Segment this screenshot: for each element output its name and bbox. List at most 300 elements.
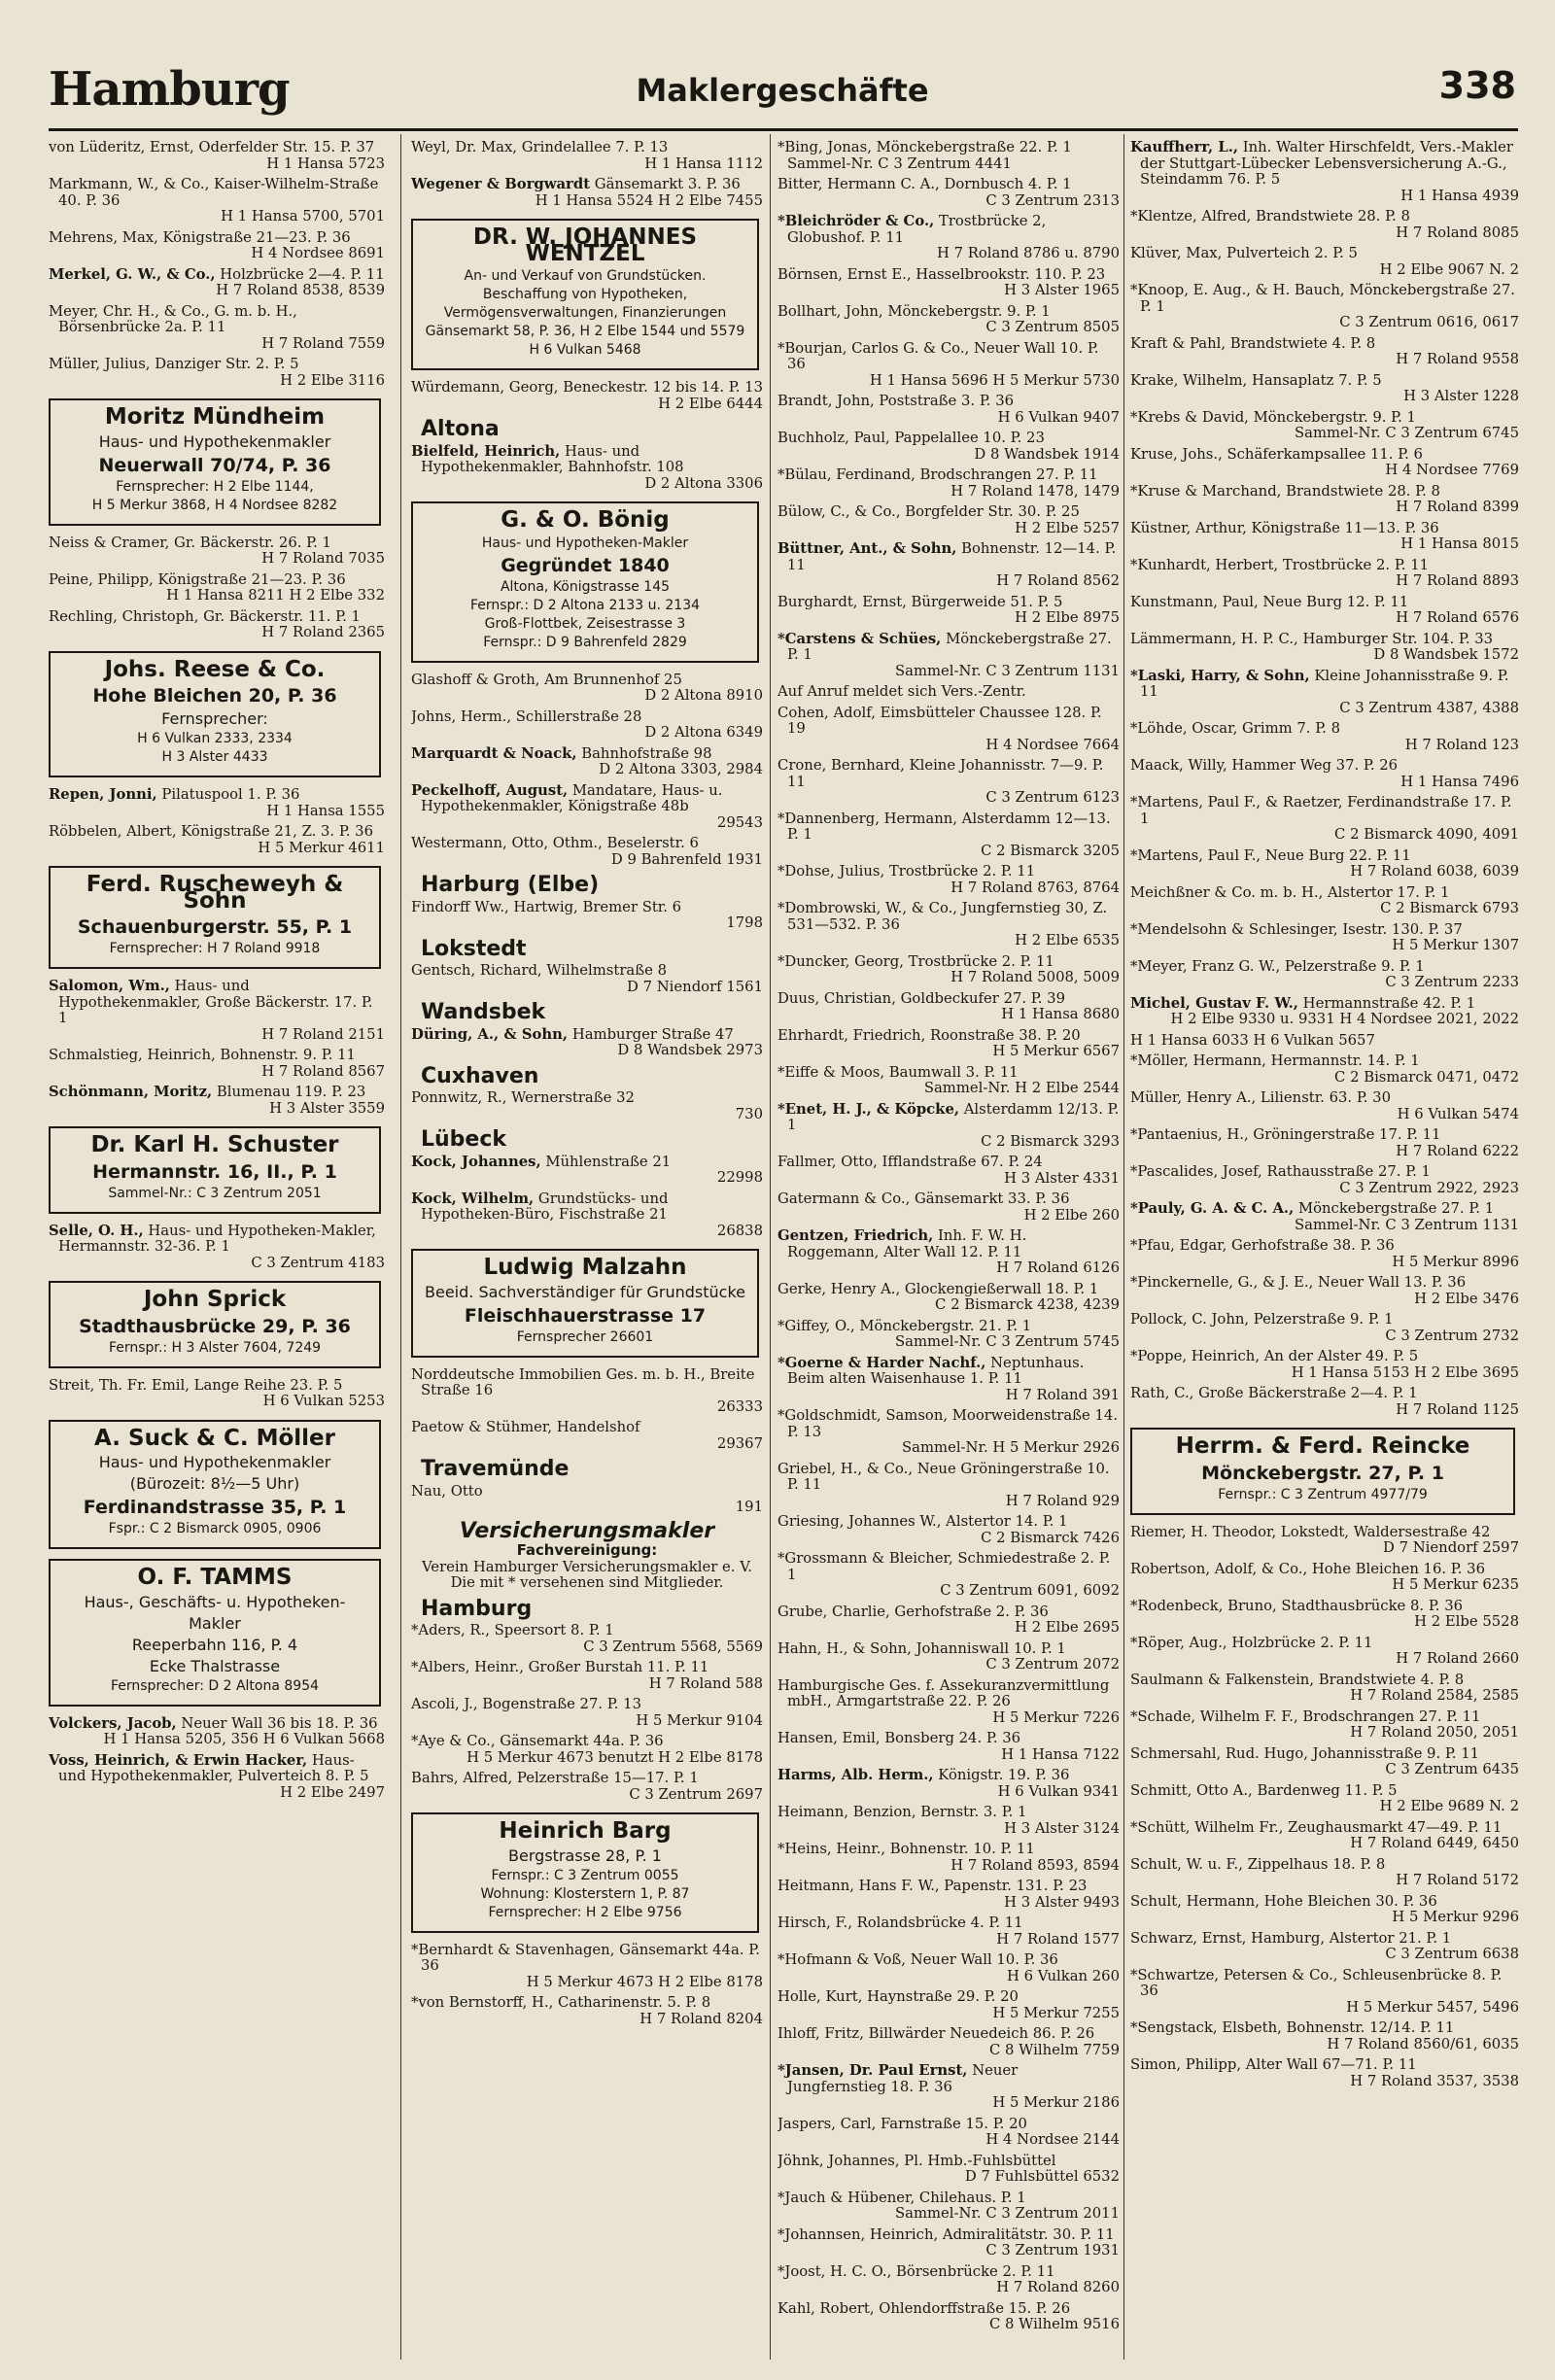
ad-line: H 3 Alster 4433	[161, 749, 268, 765]
entry-text: Paetow & Stühmer, Handelshof	[411, 1419, 640, 1435]
ad-address: Hermannstr. 16, II., P. 1	[92, 1160, 337, 1183]
entry-phone: H 5 Merkur 7255	[992, 2004, 1120, 2021]
ad-line: Haus- und Hypotheken-Makler	[481, 535, 689, 551]
entry-phone: H 7 Roland 6222	[1396, 1142, 1519, 1159]
ad-address: Neuerwall 70/74, P. 36	[98, 454, 331, 476]
entry-text: Crone, Bernhard, Kleine Johannisstr. 7—9. P. 11	[778, 757, 1104, 790]
listing-entry	[778, 504, 1120, 536]
listing-entry	[1130, 484, 1519, 516]
entry-text: *Martens, Paul F., & Raetzer, Ferdinandstraße 17. P. 1	[1130, 794, 1512, 827]
entry-phone: H 2 Elbe 9689 N. 2	[1379, 1798, 1519, 1814]
entry-phone: H 4 Nordsee 2144	[985, 2131, 1120, 2148]
listing-entry	[1130, 1201, 1519, 1233]
listing-entry	[1130, 1349, 1519, 1381]
entry-text: Schwarz, Ernst, Hamburg, Alstertor 21. P. 1	[1130, 1929, 1452, 1947]
entry-name: Voss, Heinrich, & Erwin Hacker,	[49, 1751, 308, 1769]
ad-line: Fernspr.: D 9 Bahrenfeld 2829	[483, 634, 687, 650]
entry-text: Neiss & Cramer, Gr. Bäckerstr. 26. P. 1	[49, 534, 331, 551]
listing-entry	[411, 836, 763, 868]
entry-text: Ihloff, Fritz, Billwärder Neuedeich 86. P. 26	[778, 2025, 1095, 2042]
entry-phone: H 7 Roland 8786 u. 8790	[937, 245, 1120, 261]
entry-text: Küstner, Arthur, Königstraße 11—13. P. 36	[1130, 519, 1439, 536]
listing-entry	[778, 1551, 1120, 1600]
listing-entry	[1130, 1127, 1519, 1159]
listing-entry	[1130, 758, 1519, 790]
ad-line: H 5 Merkur 3868, H 4 Nordsee 8282	[91, 497, 338, 513]
listing-entry	[411, 746, 763, 778]
column-2	[411, 140, 763, 2365]
entry-phone: D 2 Altona 3306	[644, 474, 763, 492]
entry-phone: H 5 Merkur 4673 benutzt H 2 Elbe 8178	[466, 1748, 763, 1766]
ad-title: G. & O. Bönig	[501, 507, 670, 533]
entry-text: *Knoop, E. Aug., & H. Bauch, Mönckebergstraße 27. P. 1	[1130, 282, 1516, 315]
entry-name: Salomon, Wm.,	[49, 978, 170, 994]
entry-text: Griesing, Johannes W., Alstertor 14. P. 1	[778, 1513, 1068, 1530]
listing-entry	[49, 535, 385, 568]
entry-name: *Carstens & Schües,	[778, 630, 942, 647]
entry-text: Kahl, Robert, Ohlendorffstraße 15. P. 26	[778, 2299, 1071, 2317]
ad-line: Altona, Königstrasse 145	[500, 578, 671, 595]
ad-line: Fernsprecher: D 2 Altona 8954	[110, 1677, 320, 1694]
listing-entry	[411, 709, 763, 742]
listing-entry	[411, 140, 763, 172]
entry-name: *Pauly, G. A. & C. A.,	[1130, 1200, 1295, 1217]
listing-entry	[778, 1102, 1120, 1151]
entry-text: Bahrs, Alfred, Pelzerstraße 15—17. P. 1	[411, 1770, 699, 1786]
entry-phone: C 2 Bismarck 3293	[981, 1132, 1120, 1150]
entry-phone: D 8 Wandsbek 1572	[1373, 646, 1519, 663]
advertisement-box	[49, 866, 381, 969]
entry-phone: H 1 Hansa 5700, 5701	[221, 208, 385, 224]
entry-phone: H 5 Merkur 1307	[1392, 937, 1519, 953]
entry-name: Marquardt & Noack,	[411, 744, 577, 762]
entry-text: Ehrhardt, Friedrich, Roonstraße 38. P. 20	[778, 1026, 1081, 1044]
entry-text: *Mendelsohn & Schlesinger, Isestr. 130. P. 37	[1130, 920, 1463, 938]
entry-text: Ponnwitz, R., Wernerstraße 32	[411, 1089, 635, 1106]
listing-entry	[778, 1514, 1120, 1546]
entry-text: Bahnhofstraße 98	[581, 744, 712, 762]
listing-entry	[778, 177, 1120, 209]
entry-text: *Kruse & Marchand, Brandstwiete 28. P. 8	[1130, 482, 1440, 500]
listing-entry	[411, 1943, 763, 1991]
entry-phone: H 1 Hansa 5524 H 2 Elbe 7455	[535, 191, 763, 209]
entry-text: Inh. Walter Hirschfeldt, Vers.-Makler der Stuttgart-Lübecker Lebensversicherung A.-G., Steindamm 76. P. 5	[1140, 140, 1513, 188]
entry-text: Jaspers, Carl, Farnstraße 15. P. 20	[778, 2115, 1027, 2132]
listing-entry	[1130, 1275, 1519, 1307]
section-heading: Versicherungsmakler	[459, 1518, 715, 1543]
listing-entry	[778, 684, 1120, 701]
entry-phone: H 7 Roland 123	[1404, 736, 1519, 753]
listing-entry	[1130, 1857, 1519, 1889]
listing-entry	[49, 1085, 385, 1117]
entry-text: Kruse, Johs., Schäferkampsallee 11. P. 6	[1130, 445, 1423, 463]
entry-text: Griebel, H., & Co., Neue Gröningerstraße 10. P. 11	[778, 1460, 1110, 1493]
page-number: 338	[1438, 64, 1516, 107]
column-4	[1130, 140, 1519, 2365]
listing-entry	[778, 954, 1120, 986]
listing-entry	[778, 2264, 1120, 2296]
entry-name: Schönmann, Moritz,	[49, 1084, 213, 1100]
entry-text: Grube, Charlie, Gerhofstraße 2. P. 36	[778, 1603, 1049, 1620]
listing-entry	[778, 541, 1120, 590]
entry-phone: D 9 Bahrenfeld 1931	[610, 850, 763, 868]
entry-text: Cohen, Adolf, Eimsbütteler Chaussee 128. P. 19	[778, 704, 1102, 737]
entry-text: Kleine Johannisstraße 9. P. 11	[1140, 667, 1509, 700]
entry-phone: H 5 Merkur 4611	[258, 839, 385, 856]
entry-phone: H 7 Roland 2050, 2051	[1350, 1724, 1519, 1741]
listing-entry	[1130, 2020, 1519, 2052]
entry-name: Bielfeld, Heinrich,	[411, 442, 561, 460]
ad-title: Moritz Mündheim	[104, 404, 326, 430]
entry-phone: Sammel-Nr. C 3 Zentrum 6745	[1295, 425, 1519, 441]
entry-phone: Sammel-Nr. C 3 Zentrum 1131	[1295, 1216, 1519, 1233]
entry-text: *Goldschmidt, Samson, Moorweidenstraße 14. P. 13	[778, 1407, 1119, 1440]
listing-entry	[1130, 922, 1519, 954]
entry-text: von Lüderitz, Ernst, Oderfelder Str. 15. P. 37	[49, 140, 375, 155]
listing-entry	[1130, 558, 1519, 590]
entry-phone: H 2 Elbe 6444	[658, 395, 763, 412]
listing-entry	[778, 2117, 1120, 2149]
entry-phone: H 6 Vulkan 5253	[262, 1393, 385, 1409]
listing-entry	[49, 824, 385, 856]
entry-phone: D 8 Wandsbek 2973	[617, 1042, 763, 1058]
listing-entry	[49, 609, 385, 641]
entry-text: *Dannenberg, Hermann, Alsterdamm 12—13. P. 1	[778, 810, 1111, 843]
entry-name: Kauffherr, L.,	[1130, 140, 1239, 155]
entry-phone: H 5 Merkur 9104	[636, 1711, 763, 1729]
entry-phone: H 6 Vulkan 260	[1007, 1967, 1120, 1984]
listing-entry	[778, 1065, 1120, 1097]
listing-entry	[411, 1027, 763, 1059]
entry-text: Klüver, Max, Pulverteich 2. P. 5	[1130, 245, 1358, 261]
listing-entry	[411, 380, 763, 412]
entry-name: Merkel, G. W., & Co.,	[49, 265, 216, 283]
page-header	[49, 58, 1516, 136]
advertisement-box	[411, 1249, 759, 1358]
place-heading: Altona	[421, 417, 500, 441]
listing-entry	[49, 787, 385, 819]
ad-line: Fernsprecher: H 2 Elbe 1144,	[116, 478, 314, 495]
listing-entry	[778, 758, 1120, 807]
listing-entry	[1130, 209, 1519, 241]
listing-entry	[778, 1408, 1120, 1457]
entry-phone: H 1 Hansa 7122	[1001, 1745, 1120, 1763]
entry-name: *Enet, H. J., & Köpcke,	[778, 1100, 960, 1118]
entry-phone: H 1 Hansa 8680	[1001, 1006, 1120, 1022]
entry-text: Schmitt, Otto A., Bardenweg 11. P. 5	[1130, 1781, 1398, 1799]
entry-text: *Bing, Jonas, Mönckebergstraße 22. P. 1 Sammel-Nr. C 3 Zentrum 4441	[778, 140, 1072, 172]
entry-text: Holzbrücke 2—4. P. 11	[220, 265, 385, 283]
entry-text: Peine, Philipp, Königstraße 21—23. P. 36	[49, 570, 346, 588]
entry-text: *Schwartze, Petersen & Co., Schleusenbrücke 8. P. 36	[1130, 1966, 1503, 1999]
entry-phone: H 5 Merkur 2186	[992, 2094, 1120, 2111]
listing-entry	[1130, 885, 1519, 917]
ad-line: H 6 Vulkan 2333, 2334	[137, 731, 293, 746]
entry-name: *Laski, Harry, & Sohn,	[1130, 667, 1310, 684]
ad-address: Mönckebergstr. 27, P. 1	[1201, 1462, 1444, 1484]
entry-text: *Dombrowski, W., & Co., Jungfernstieg 30, Z. 531—532. P. 36	[778, 900, 1108, 933]
entry-phone: C 2 Bismarck 6793	[1380, 900, 1519, 916]
listing-entry	[778, 811, 1120, 860]
ad-title: DR. W. JOHANNES WENTZEL	[472, 224, 698, 266]
entry-text: Mandatare, Haus- u. Hypothekenmakler, Königstraße 48b	[421, 781, 723, 814]
entry-text: Auf Anruf meldet sich Vers.-Zentr.	[778, 683, 1026, 700]
ad-line: Fernsprecher: H 7 Roland 9918	[109, 941, 321, 956]
entry-phone: D 2 Altona 3303, 2984	[599, 761, 763, 777]
entry-text: *Eiffe & Moos, Baumwall 3. P. 11	[778, 1063, 1019, 1081]
entry-text: Heitmann, Hans F. W., Papenstr. 131. P. 23	[778, 1878, 1088, 1894]
entry-phone: H 7 Roland 3537, 3538	[1350, 2072, 1519, 2089]
ad-title: Ferd. Ruscheweyh & Sohn	[86, 872, 344, 914]
entry-phone: H 5 Merkur 5457, 5496	[1346, 1998, 1519, 2016]
place-heading: Hamburg	[421, 1596, 533, 1621]
entry-text: Mönckebergstraße 27. P. 1	[1297, 1200, 1495, 1217]
listing-entry	[411, 1155, 763, 1187]
entry-phone: H 1 Hansa 5696 H 5 Merkur 5730	[869, 371, 1120, 389]
entry-text: Ascoli, J., Bogenstraße 27. P. 13	[411, 1696, 641, 1712]
listing-entry	[778, 1952, 1120, 1984]
ad-address: Stadthausbrücke 29, P. 36	[79, 1315, 351, 1337]
listing-entry	[1130, 669, 1519, 717]
listing-entry	[411, 1995, 763, 2027]
place-heading: Lübeck	[421, 1127, 507, 1152]
listing-entry	[411, 783, 763, 832]
entry-phone: D 7 Niendorf 2597	[1383, 1539, 1519, 1556]
place-heading: Travemünde	[421, 1457, 570, 1481]
entry-phone: 26838	[716, 1222, 763, 1239]
listing-entry	[1130, 848, 1519, 880]
entry-text: *Löhde, Oscar, Grimm 7. P. 8	[1130, 720, 1340, 737]
entry-text: Rechling, Christoph, Gr. Bäckerstr. 11. P. 1	[49, 607, 361, 625]
entry-phone: H 2 Elbe 6535	[1015, 932, 1120, 949]
entry-phone: Sammel-Nr. H 2 Elbe 2544	[923, 1080, 1120, 1096]
listing-entry	[778, 2154, 1120, 2186]
entry-text: Nau, Otto	[411, 1482, 483, 1500]
entry-text: Inh. F. W. H. Roggemann, Alter Wall 12. P. 11	[787, 1227, 1027, 1260]
entry-text: Heimann, Benzion, Bernstr. 3. P. 1	[778, 1804, 1027, 1820]
entry-phone: H 5 Merkur 6235	[1392, 1576, 1519, 1593]
ad-title: A. Suck & C. Möller	[94, 1425, 335, 1451]
entry-text: Hansen, Emil, Bonsberg 24. P. 36	[778, 1730, 1021, 1746]
entry-phone: C 3 Zentrum 6638	[1385, 1946, 1519, 1962]
entry-name: Peckelhoff, August,	[411, 781, 569, 799]
entry-name: Repen, Jonni,	[49, 786, 157, 803]
entry-text: H 1 Hansa 6033 H 6 Vulkan 5657	[1130, 1031, 1375, 1049]
entry-phone: H 7 Roland 7035	[261, 550, 385, 567]
place-heading: Cuxhaven	[421, 1063, 539, 1088]
entry-phone: H 7 Roland 2660	[1396, 1650, 1519, 1667]
entry-text: *Joost, H. C. O., Börsenbrücke 2. P. 11	[778, 2262, 1055, 2280]
entry-phone: Sammel-Nr. H 5 Merkur 2926	[902, 1439, 1120, 1456]
entry-text: Mühlenstraße 21	[545, 1153, 672, 1170]
entry-phone: H 5 Merkur 7226	[992, 1708, 1120, 1726]
listing-entry	[1130, 1820, 1519, 1852]
entry-text: Meichßner & Co. m. b. H., Alstertor 17. P. 1	[1130, 883, 1450, 901]
ad-line: Wohnung: Klosterstern 1, P. 87	[480, 1885, 690, 1902]
entry-text: *Poppe, Heinrich, An der Alster 49. P. 5	[1130, 1348, 1419, 1364]
listing-entry	[411, 1420, 763, 1452]
place-heading: Wandsbek	[421, 1000, 546, 1024]
listing-entry	[778, 1228, 1120, 1277]
entry-phone: H 2 Elbe 260	[1023, 1206, 1120, 1224]
listing-entry	[49, 177, 385, 225]
listing-entry	[778, 2190, 1120, 2223]
entry-text: Simon, Philipp, Alter Wall 67—71. P. 11	[1130, 2056, 1417, 2073]
entry-text: Königstr. 19. P. 36	[938, 1767, 1070, 1783]
listing-entry	[1130, 2057, 1519, 2089]
column-1	[49, 140, 385, 2365]
ad-address: Reeperbahn 116, P. 4	[131, 1635, 298, 1654]
entry-text: Blumenau 119. P. 23	[216, 1084, 366, 1100]
listing-entry	[1130, 1525, 1519, 1557]
listing-entry	[778, 1768, 1120, 1800]
advertisement-box	[49, 1126, 381, 1214]
entry-phone: C 8 Wilhelm 7759	[989, 2041, 1120, 2058]
listing-entry	[411, 900, 763, 932]
entry-text: *Heins, Heinr., Bohnenstr. 10. P. 11	[778, 1841, 1035, 1857]
entry-text: *Pfau, Edgar, Gerhofstraße 38. P. 36	[1130, 1237, 1395, 1254]
place-heading: Lokstedt	[421, 936, 527, 961]
association-note	[411, 1543, 763, 1592]
entry-text: *Bourjan, Carlos G. & Co., Neuer Wall 10. P. 36	[778, 339, 1099, 372]
entry-text: *Giffey, O., Mönckebergstr. 21. P. 1	[778, 1317, 1032, 1334]
listing-entry	[49, 1753, 385, 1802]
listing-entry	[411, 1623, 763, 1655]
entry-phone: H 7 Roland 9558	[1396, 351, 1519, 367]
listing-entry	[1130, 1673, 1519, 1705]
entry-text: Riemer, H. Theodor, Lokstedt, Waldersestraße 42	[1130, 1523, 1491, 1540]
entry-phone: H 1 Hansa 1112	[644, 155, 763, 172]
listing-entry	[49, 1378, 385, 1410]
listing-entry	[49, 979, 385, 1043]
listing-entry	[49, 572, 385, 604]
ad-line: Fernspr.: C 3 Zentrum 4977/79	[1218, 1486, 1428, 1502]
entry-text: Krake, Wilhelm, Hansaplatz 7. P. 5	[1130, 371, 1382, 389]
entry-phone: H 7 Roland 2151	[261, 1025, 385, 1043]
entry-phone: 730	[735, 1105, 763, 1122]
ad-line: Haus- und Hypothekenmakler	[98, 431, 331, 451]
entry-name: *Bleichröder & Co.,	[778, 213, 935, 229]
entry-name: Harms, Alb. Herm.,	[778, 1767, 934, 1783]
entry-text: Burghardt, Ernst, Bürgerweide 51. P. 5	[778, 593, 1063, 610]
place-heading: Harburg (Elbe)	[421, 873, 600, 897]
entry-name: Michel, Gustav F. W.,	[1130, 994, 1298, 1012]
entry-text: Neptunhaus. Beim alten Waisenhause 1. P. 11	[787, 1354, 1085, 1387]
listing-entry	[778, 1842, 1120, 1874]
entry-text: Haus- und Hypotheken-Makler, Hermannstr. 32-36. P. 1	[58, 1222, 376, 1255]
entry-text: *Dohse, Julius, Trostbrücke 2. P. 11	[778, 863, 1036, 880]
entry-phone: D 7 Fuhlsbüttel 6532	[964, 2168, 1120, 2185]
entry-phone: H 3 Alster 4331	[1004, 1169, 1120, 1187]
entry-phone: 26333	[716, 1397, 763, 1415]
listing-entry	[1130, 996, 1519, 1028]
entry-phone: C 3 Zentrum 4387, 4388	[1339, 699, 1519, 716]
entry-phone: C 2 Bismarck 4090, 4091	[1334, 826, 1519, 843]
listing-entry	[778, 2026, 1120, 2058]
entry-phone: C 3 Zentrum 6091, 6092	[940, 1582, 1120, 1599]
entry-text: Lämmermann, H. P. C., Hamburger Str. 104. P. 33	[1130, 630, 1494, 647]
ad-title: Johs. Reese & Co.	[104, 656, 326, 682]
listing-entry	[778, 214, 1120, 262]
listing-entry	[1130, 1053, 1519, 1086]
association-name: Verein Hamburger Versicherungsmakler e. V.	[421, 1558, 753, 1575]
listing-entry	[778, 140, 1120, 172]
entry-phone: H 2 Elbe 8975	[1015, 609, 1120, 626]
entry-phone: H 7 Roland 1577	[996, 1930, 1120, 1948]
entry-text: Röbbelen, Albert, Königstraße 21, Z. 3. P. 36	[49, 823, 374, 840]
entry-phone: H 6 Vulkan 5474	[1397, 1105, 1519, 1122]
ad-title: O. F. TAMMS	[137, 1565, 293, 1590]
entry-text: Saulmann & Falkenstein, Brandstwiete 4. P. 8	[1130, 1671, 1465, 1688]
entry-text: *Schade, Wilhelm F. F., Brodschrangen 27. P. 11	[1130, 1707, 1481, 1725]
entry-phone: C 3 Zentrum 6435	[1385, 1761, 1519, 1777]
entry-text: Hahn, H., & Sohn, Johanniswall 10. P. 1	[778, 1639, 1066, 1657]
entry-text: Robertson, Adolf, & Co., Hohe Bleichen 16. P. 36	[1130, 1560, 1485, 1577]
listing-entry	[1130, 140, 1519, 204]
listing-entry	[1130, 1238, 1519, 1270]
entry-name: Düring, A., & Sohn,	[411, 1025, 569, 1043]
entry-phone: H 7 Roland 2365	[261, 624, 385, 640]
entry-text: Pollock, C. John, Pelzerstraße 9. P. 1	[1130, 1311, 1394, 1328]
entry-phone: H 2 Elbe 3476	[1414, 1290, 1519, 1307]
ad-line: Gänsemarkt 58, P. 36, H 2 Elbe 1544 und 5579 H 6 Vulkan 5468	[425, 324, 745, 358]
entry-text: Hamburgische Ges. f. Assekuranzvermittlung mbH., Armgartstraße 22. P. 26	[778, 1676, 1110, 1709]
listing-entry	[1130, 1090, 1519, 1122]
listing-entry	[778, 304, 1120, 336]
listing-entry	[778, 1191, 1120, 1224]
entry-text: Hamburger Straße 47	[571, 1025, 734, 1043]
ad-line: Ecke Thalstrasse	[149, 1656, 281, 1675]
entry-phone: H 7 Roland 8085	[1396, 224, 1519, 241]
entry-text: Jöhnk, Johannes, Pl. Hmb.-Fuhlsbüttel	[778, 2152, 1056, 2169]
listing-entry	[778, 595, 1120, 627]
ad-title: Dr. Karl H. Schuster	[90, 1132, 339, 1157]
entry-name: Volckers, Jacob,	[49, 1714, 177, 1732]
entry-text: Müller, Henry A., Lilienstr. 63. P. 30	[1130, 1089, 1392, 1106]
entry-phone: H 3 Alster 3559	[269, 1099, 385, 1117]
listing-entry	[411, 1771, 763, 1803]
entry-phone: C 3 Zentrum 5568, 5569	[583, 1638, 763, 1655]
ad-address: Bergstrasse 28, P. 1	[508, 1845, 662, 1865]
entry-phone: H 1 Hansa 8015	[1400, 535, 1519, 552]
listing-entry	[1130, 246, 1519, 278]
listing-entry	[778, 467, 1120, 500]
entry-phone: 22998	[716, 1169, 763, 1186]
entry-phone: C 3 Zentrum 0616, 0617	[1339, 314, 1519, 330]
entry-phone: 191	[735, 1499, 763, 1515]
entry-phone: Sammel-Nr. C 3 Zentrum 5745	[895, 1333, 1120, 1350]
listing-entry	[778, 991, 1120, 1023]
entry-phone: C 3 Zentrum 1931	[985, 2242, 1120, 2259]
entry-phone: H 1 Hansa 5205, 356 H 6 Vulkan 5668	[103, 1731, 385, 1747]
entry-text: Grundstücks- und Hypotheken-Büro, Fischstraße 21	[421, 1190, 669, 1223]
entry-text: *Klentze, Alfred, Brandstwiete 28. P. 8	[1130, 208, 1410, 224]
listing-entry	[411, 1484, 763, 1516]
column-divider	[1123, 134, 1124, 2360]
entry-text: *Rodenbeck, Bruno, Stadthausbrücke 8. P. 36	[1130, 1597, 1464, 1614]
ad-line: Beeid. Sachverständiger für Grundstücke	[425, 1282, 745, 1301]
ad-line: Fernsprecher: H 2 Elbe 9756	[488, 1904, 682, 1920]
entry-text: Neuer Jungfernstieg 18. P. 36	[787, 2062, 1019, 2095]
listing-entry	[778, 1805, 1120, 1837]
city-heading: Hamburg	[49, 62, 290, 117]
entry-text: Schmersahl, Rud. Hugo, Johannisstraße 9. P. 11	[1130, 1744, 1480, 1762]
entry-text: Weyl, Dr. Max, Grindelallee 7. P. 13	[411, 140, 669, 155]
listing-entry	[1130, 1636, 1519, 1668]
entry-phone: H 2 Elbe 2695	[1015, 1619, 1120, 1636]
entry-text: *Albers, Heinr., Großer Burstah 11. P. 11	[411, 1659, 709, 1675]
listing-entry	[1130, 1164, 1519, 1196]
